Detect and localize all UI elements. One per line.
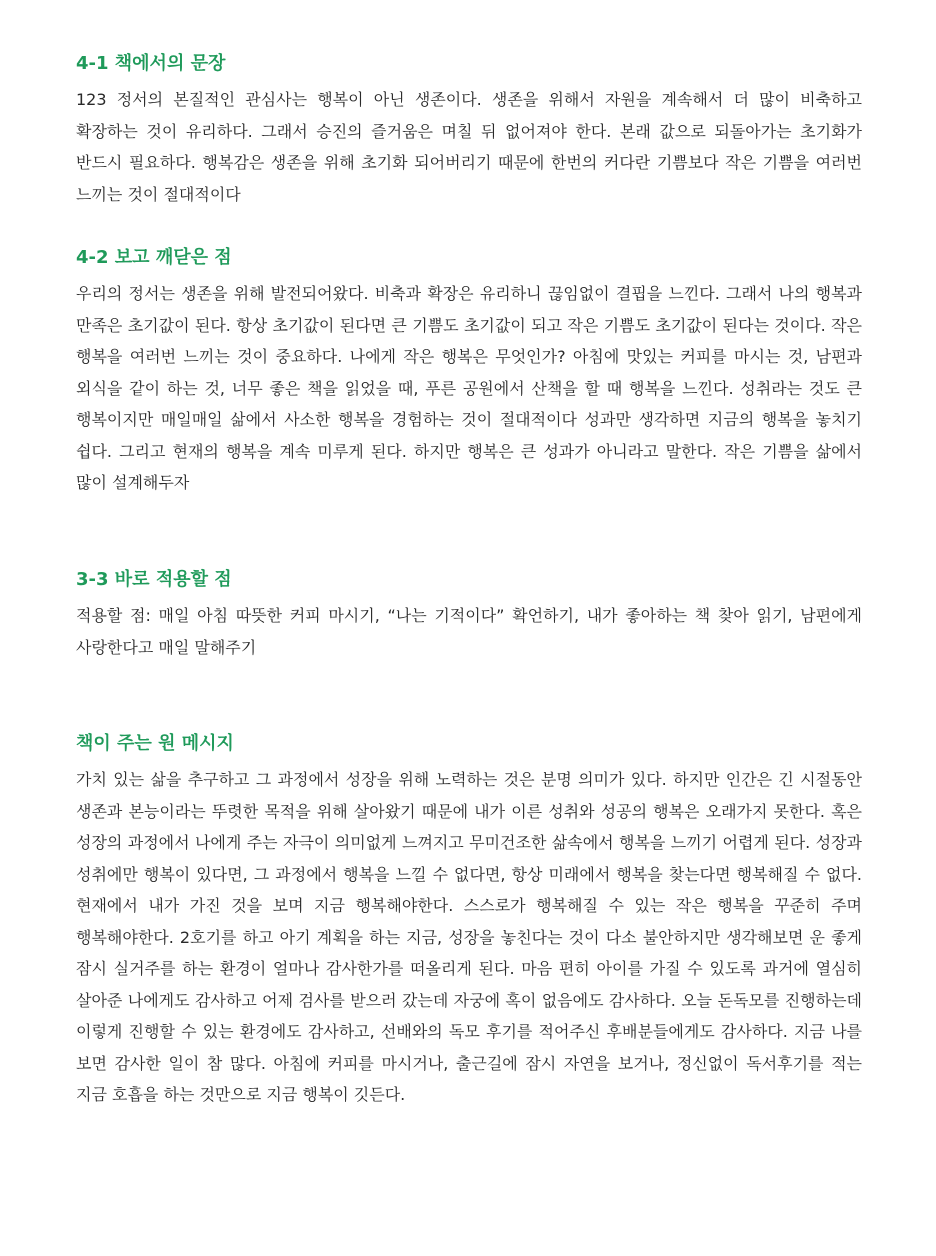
section-core-message [76, 732, 862, 1111]
section-body: 가치 있는 삶을 추구하고 그 과정에서 성장을 위해 노력하는 것은 분명 의미가 있다. 하지만 인간은 긴 시절동안 생존과 본능이라는 뚜렷한 목적을 위해 살아왔기 때문에 내가 이른 성취와 성공의 행복은 오래가지 못한다. 혹은 성장의 과정에서 나에게 주는 자극이 의미없게 느껴지고 무미건조한 삶속에서 행복을 느끼기 어렵게 된다. 성장과 성취에만 행복이 있다면, 그 과정에서 행복을 느낄 수 없다면, 항상 미래에서 행복을 찾는다면 행복해질 수 없다. 현재에서 내가 가진 것을 보며 지금 행복해야한다. 스스로가 행복해질 수 있는 작은 행복을 꾸준히 주며 행복해야한다. 2호기를 하고 아기 계획을 하는 지금, 성장을 놓친다는 것이 다소 불안하지만 생각해보면 운 좋게 잠시 실거주를 하는 환경이 얼마나 감사한가를 떠올리게 된다. 마음 편히 아이를 가질 수 있도록 과거에 열심히 살아준 나에게도 감사하고 어제 검사를 받으러 갔는데 자궁에 혹이 없음에도 감사하다. 오늘 돈독모를 진행하는데 이렇게 진행할 수 있는 환경에도 감사하고, 선배와의 독모 후기를 적어주신 후배분들에게도 감사하다. 지금 나를 보면 감사한 일이 참 많다. 아침에 커피를 마시거나, 출근길에 잠시 자연을 보거나, 정신없이 독서후기를 적는 지금 호흡을 하는 것만으로 지금 행복이 깃든다. [76, 770, 862, 1104]
section-apply-now [76, 568, 862, 663]
section-body: 우리의 정서는 생존을 위해 발전되어왔다. 비축과 확장은 유리하니 끊임없이 결핍을 느낀다. 그래서 나의 행복과 만족은 초기값이 된다. 항상 초기값이 된다면 큰 기쁨도 초기값이 되고 작은 기쁨도 초기값이 된다는 것이다. 작은 행복을 여러번 느끼는 것이 중요하다. 나에게 작은 행복은 무엇인가? 아침에 맛있는 커피를 마시는 것, 남편과 외식을 같이 하는 것, 너무 좋은 책을 읽었을 때, 푸른 공원에서 산책을 할 때 행복을 느낀다. 성취라는 것도 큰 행복이지만 매일매일 삶에서 사소한 행복을 경험하는 것이 절대적이다 성과만 생각하면 지금의 행복을 놓치기 쉽다. 그리고 현재의 행복을 계속 미루게 된다. 하지만 행복은 큰 성과가 아니라고 말한다. 작은 기쁨을 삶에서 많이 설계해두자 [76, 284, 862, 492]
section-body: 적용할 점: 매일 아침 따뜻한 커피 마시기, “나는 기적이다” 확언하기, 내가 좋아하는 책 찾아 읽기, 남편에게 사랑한다고 매일 말해주기 [76, 606, 862, 657]
section-heading: 4-1 책에서의 문장 [76, 53, 226, 74]
section-realization [76, 246, 862, 499]
section-body: 123 정서의 본질적인 관심사는 행복이 아닌 생존이다. 생존을 위해서 자원을 계속해서 더 많이 비축하고 확장하는 것이 유리하다. 그래서 승진의 즐거움은 며칠 뒤 없어져야 한다. 본래 값으로 되돌아가는 초기화가 반드시 필요하다. 행복감은 생존을 위해 초기화 되어버리기 때문에 한번의 커다란 기쁨보다 작은 기쁨을 여러번 느끼는 것이 절대적이다 [76, 90, 862, 204]
section-book-quote [76, 52, 862, 210]
section-heading: 책이 주는 원 메시지 [76, 733, 234, 754]
section-heading: 3-3 바로 적용할 점 [76, 569, 232, 590]
section-heading: 4-2 보고 깨닫은 점 [76, 247, 232, 268]
